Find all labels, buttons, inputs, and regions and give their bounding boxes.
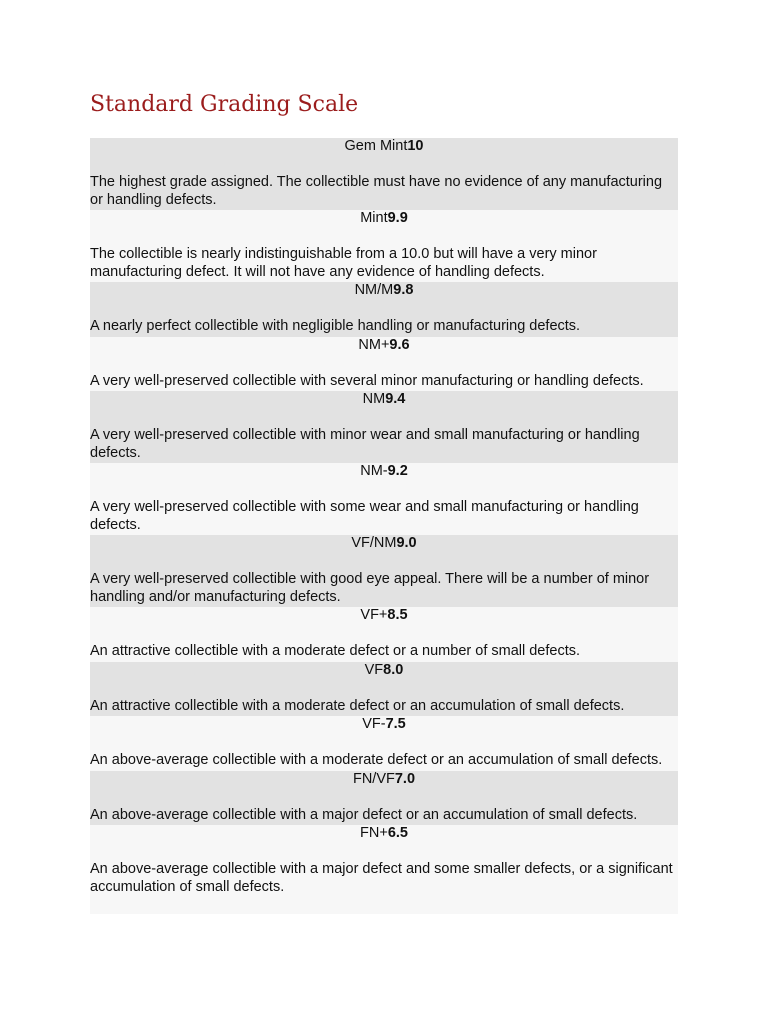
grade-number: 7.5 bbox=[385, 716, 406, 732]
grade-description: A very well-preserved collectible with some wear and small manufacturing or handling defects. bbox=[90, 499, 639, 533]
grade-name: FN/VF bbox=[352, 770, 395, 787]
grade-name: VF bbox=[364, 661, 384, 678]
grade-description: A very well-preserved collectible with several minor manufacturing or handling defects. bbox=[90, 372, 644, 389]
grade-heading bbox=[90, 337, 678, 355]
grade-number: 9.4 bbox=[385, 391, 406, 407]
grade-description: A very well-preserved collectible with good eye appeal. There will be a number of minor handling and/or manufacturing defects. bbox=[90, 571, 650, 605]
grade-heading bbox=[90, 662, 678, 680]
grade-name: NM- bbox=[360, 463, 388, 479]
grade-description: An above-average collectible with a moderate defect or an accumulation of small defects. bbox=[90, 752, 663, 768]
grade-heading bbox=[90, 771, 678, 789]
grade-heading bbox=[90, 391, 678, 409]
page-title: Standard Grading Scale bbox=[90, 92, 359, 117]
grade-row bbox=[90, 825, 678, 914]
grade-number: 9.6 bbox=[389, 336, 410, 353]
grade-description: A very well-preserved collectible with minor wear and small manufacturing or handling defects. bbox=[90, 427, 640, 461]
grade-name: VF+ bbox=[360, 607, 388, 623]
grade-row bbox=[90, 337, 678, 392]
grade-heading bbox=[90, 716, 678, 734]
grade-row bbox=[90, 210, 678, 282]
grade-name: Mint bbox=[360, 210, 388, 226]
grade-name: VF- bbox=[362, 716, 386, 732]
grade-number: 6.5 bbox=[387, 825, 408, 841]
grade-description: An attractive collectible with a moderate defect or a number of small defects. bbox=[90, 643, 581, 659]
document-page bbox=[90, 88, 678, 914]
grade-name: VF/NM bbox=[351, 535, 397, 551]
grade-row bbox=[90, 282, 678, 337]
grade-number: 9.9 bbox=[387, 210, 408, 226]
grade-number: 7.0 bbox=[394, 770, 416, 787]
grade-name: NM+ bbox=[358, 336, 390, 353]
grade-number: 10 bbox=[407, 138, 424, 154]
grade-heading bbox=[90, 282, 678, 300]
grade-heading bbox=[90, 535, 678, 553]
grade-heading bbox=[90, 138, 678, 156]
grade-name: NM bbox=[362, 391, 386, 407]
grade-row bbox=[90, 771, 678, 826]
grade-description: An above-average collectible with a major defect and some smaller defects, or a significant accumulation of small defects. bbox=[90, 861, 673, 895]
grade-row bbox=[90, 662, 678, 717]
grade-row bbox=[90, 463, 678, 535]
grade-name: NM/M bbox=[354, 282, 394, 298]
grade-name: FN+ bbox=[360, 825, 388, 841]
grade-description: A nearly perfect collectible with negligible handling or manufacturing defects. bbox=[90, 318, 581, 334]
grade-description: The collectible is nearly indistinguishable from a 10.0 but will have a very minor manufacturing defect. It will not have any evidence of handling defects. bbox=[90, 246, 597, 280]
grade-row bbox=[90, 138, 678, 210]
grade-row bbox=[90, 607, 678, 662]
grade-row bbox=[90, 535, 678, 607]
grade-number: 8.5 bbox=[387, 607, 408, 623]
grade-name: Gem Mint bbox=[344, 138, 408, 154]
grade-heading bbox=[90, 825, 678, 843]
grade-list bbox=[90, 138, 678, 914]
grade-description: The highest grade assigned. The collectible must have no evidence of any manufacturing or handling defects. bbox=[90, 174, 663, 208]
grade-number: 9.8 bbox=[393, 282, 414, 298]
grade-row bbox=[90, 391, 678, 463]
grade-number: 8.0 bbox=[383, 661, 404, 678]
grade-row bbox=[90, 716, 678, 771]
grade-heading bbox=[90, 210, 678, 228]
grade-description: An attractive collectible with a moderate defect or an accumulation of small defects. bbox=[90, 697, 625, 714]
grade-heading bbox=[90, 607, 678, 625]
grade-heading bbox=[90, 463, 678, 481]
grade-description: An above-average collectible with a major defect or an accumulation of small defects. bbox=[90, 806, 638, 823]
grade-number: 9.2 bbox=[387, 463, 408, 479]
grade-number: 9.0 bbox=[396, 535, 417, 551]
